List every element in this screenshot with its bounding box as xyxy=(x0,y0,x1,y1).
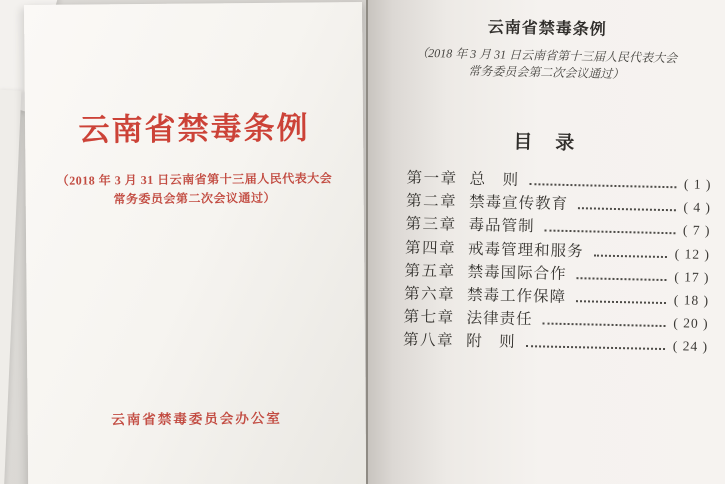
toc-subtitle-line1: （2018 年 3 月 31 日云南省第十三届人民代表大会 xyxy=(416,45,678,66)
toc-page xyxy=(366,0,725,484)
toc-row xyxy=(403,328,708,358)
cover-footer-publisher: 云南省禁毒委员会办公室 xyxy=(111,410,282,428)
toc-chapter-title: 总 则 xyxy=(469,170,520,189)
toc-chapter-title: 法律责任 xyxy=(466,310,533,329)
toc-page-content xyxy=(361,12,725,358)
toc-list xyxy=(361,165,724,358)
toc-chapter-label: 第五章 xyxy=(404,262,456,281)
toc-dot-leader xyxy=(543,323,666,328)
toc-chapter-label: 第一章 xyxy=(406,169,458,188)
toc-chapter-label: 第三章 xyxy=(405,215,457,235)
toc-chapter-title: 禁毒宣传教育 xyxy=(468,194,569,214)
toc-heading: 目 录 xyxy=(513,131,577,155)
toc-dot-leader xyxy=(544,230,674,235)
toc-dot-leader xyxy=(577,277,667,281)
toc-chapter-title: 毒品管制 xyxy=(468,217,535,236)
toc-dot-leader xyxy=(576,300,666,304)
toc-chapter-label: 第四章 xyxy=(404,239,457,258)
toc-page-number: ( 24 ) xyxy=(672,338,709,355)
toc-chapter-title: 禁毒国际合作 xyxy=(467,263,567,283)
cover-subtitle-line1: （2018 年 3 月 31 日云南省第十三届人民代表大会 xyxy=(56,171,333,188)
toc-chapter-title: 戒毒管理和服务 xyxy=(467,240,584,260)
toc-page-number: ( 18 ) xyxy=(673,292,710,308)
underlying-page-edge xyxy=(0,90,21,484)
toc-page-subtitle xyxy=(367,44,725,86)
toc-chapter-label: 第二章 xyxy=(405,192,458,211)
toc-page-number: ( 1 ) xyxy=(683,176,712,192)
toc-page-number: ( 20 ) xyxy=(673,315,709,332)
toc-chapter-title: 禁毒工作保障 xyxy=(466,286,567,306)
toc-chapter-title: 附 则 xyxy=(465,333,516,352)
cover-subtitle xyxy=(25,169,363,210)
toc-page-title: 云南省禁毒条例 xyxy=(487,19,607,39)
toc-dot-leader xyxy=(578,207,675,211)
toc-chapter-label: 第六章 xyxy=(403,285,456,304)
toc-page-number: ( 7 ) xyxy=(682,222,711,239)
toc-dot-leader xyxy=(526,345,665,350)
toc-dot-leader xyxy=(593,254,666,258)
toc-chapter-label: 第七章 xyxy=(403,308,455,327)
toc-page-number: ( 4 ) xyxy=(683,199,712,216)
toc-page-number: ( 12 ) xyxy=(674,245,711,262)
cover-subtitle-line2: 常务委员会第二次会议通过） xyxy=(113,190,277,207)
cover-page xyxy=(24,2,366,484)
toc-dot-leader xyxy=(529,183,676,188)
toc-chapter-label: 第八章 xyxy=(402,331,455,350)
toc-page-number: ( 17 ) xyxy=(674,268,710,285)
toc-subtitle-line2: 常务委员会第二次会议通过） xyxy=(468,63,625,82)
cover-title: 云南省禁毒条例 xyxy=(78,110,310,148)
